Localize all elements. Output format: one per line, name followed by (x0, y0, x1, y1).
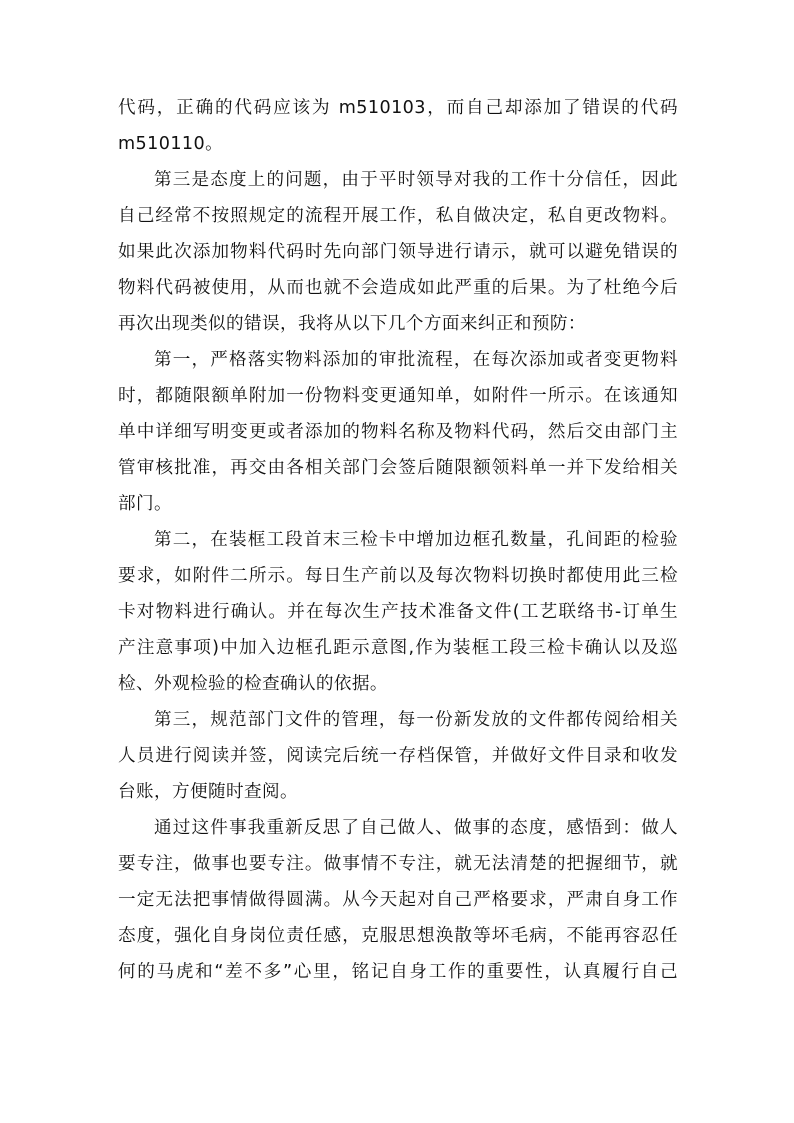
text-line: 如果此次添加物料代码时先向部门领导进行请示，就可以避免错误的 (118, 242, 678, 262)
text-line: 第三是态度上的问题，由于平时领导对我的工作十分信任，因此 (154, 170, 678, 190)
text-line: 第一，严格落实物料添加的审批流程，在每次添加或者变更物料 (154, 350, 678, 370)
text-line: 代码，正确的代码应该为 m510103，而自己却添加了错误的代码 (118, 98, 678, 118)
text-line: 物料代码被使用，从而也就不会造成如此严重的后果。为了杜绝今后 (118, 278, 678, 298)
text-line: 要专注，做事也要专注。做事情不专注，就无法清楚的把握细节，就 (118, 854, 678, 874)
text-line: 态度，强化自身岗位责任感，克服思想涣散等坏毛病，不能再容忍任 (118, 926, 678, 946)
text-line: 再次出现类似的错误，我将从以下几个方面来纠正和预防： (118, 314, 586, 334)
text-line: 卡对物料进行确认。并在每次生产技术准备文件(工艺联络书-订单生 (118, 602, 678, 622)
text-line: 单中详细写明变更或者添加的物料名称及物料代码，然后交由部门主 (118, 422, 678, 442)
text-line: 一定无法把事情做得圆满。从今天起对自己严格要求，严肃自身工作 (118, 890, 678, 910)
text-line: 第三，规范部门文件的管理，每一份新发放的文件都传阅给相关 (154, 710, 678, 730)
text-line: 要求，如附件二所示。每日生产前以及每次物料切换时都使用此三检 (118, 566, 678, 586)
text-line: 通过这件事我重新反思了自己做人、做事的态度，感悟到：做人 (154, 818, 678, 838)
text-line: 产注意事项)中加入边框孔距示意图,作为装框工段三检卡确认以及巡 (118, 638, 678, 658)
text-line: m510110。 (118, 134, 224, 154)
text-line: 人员进行阅读并签，阅读完后统一存档保管，并做好文件目录和收发 (118, 746, 678, 766)
text-line: 时，都随限额单附加一份物料变更通知单，如附件一所示。在该通知 (118, 386, 678, 406)
text-line: 部门。 (118, 494, 172, 514)
text-line: 检、外观检验的检查确认的依据。 (118, 674, 388, 694)
text-line: 第二，在装框工段首末三检卡中增加边框孔数量，孔间距的检验 (154, 530, 678, 550)
text-line: 自己经常不按照规定的流程开展工作，私自做决定，私自更改物料。 (118, 206, 678, 226)
text-line: 管审核批准，再交由各相关部门会签后随限额领料单一并下发给相关 (118, 458, 678, 478)
text-line: 台账，方便随时查阅。 (118, 782, 298, 802)
text-line: 何的马虎和“差不多”心里，铭记自身工作的重要性，认真履行自己 (118, 962, 678, 982)
